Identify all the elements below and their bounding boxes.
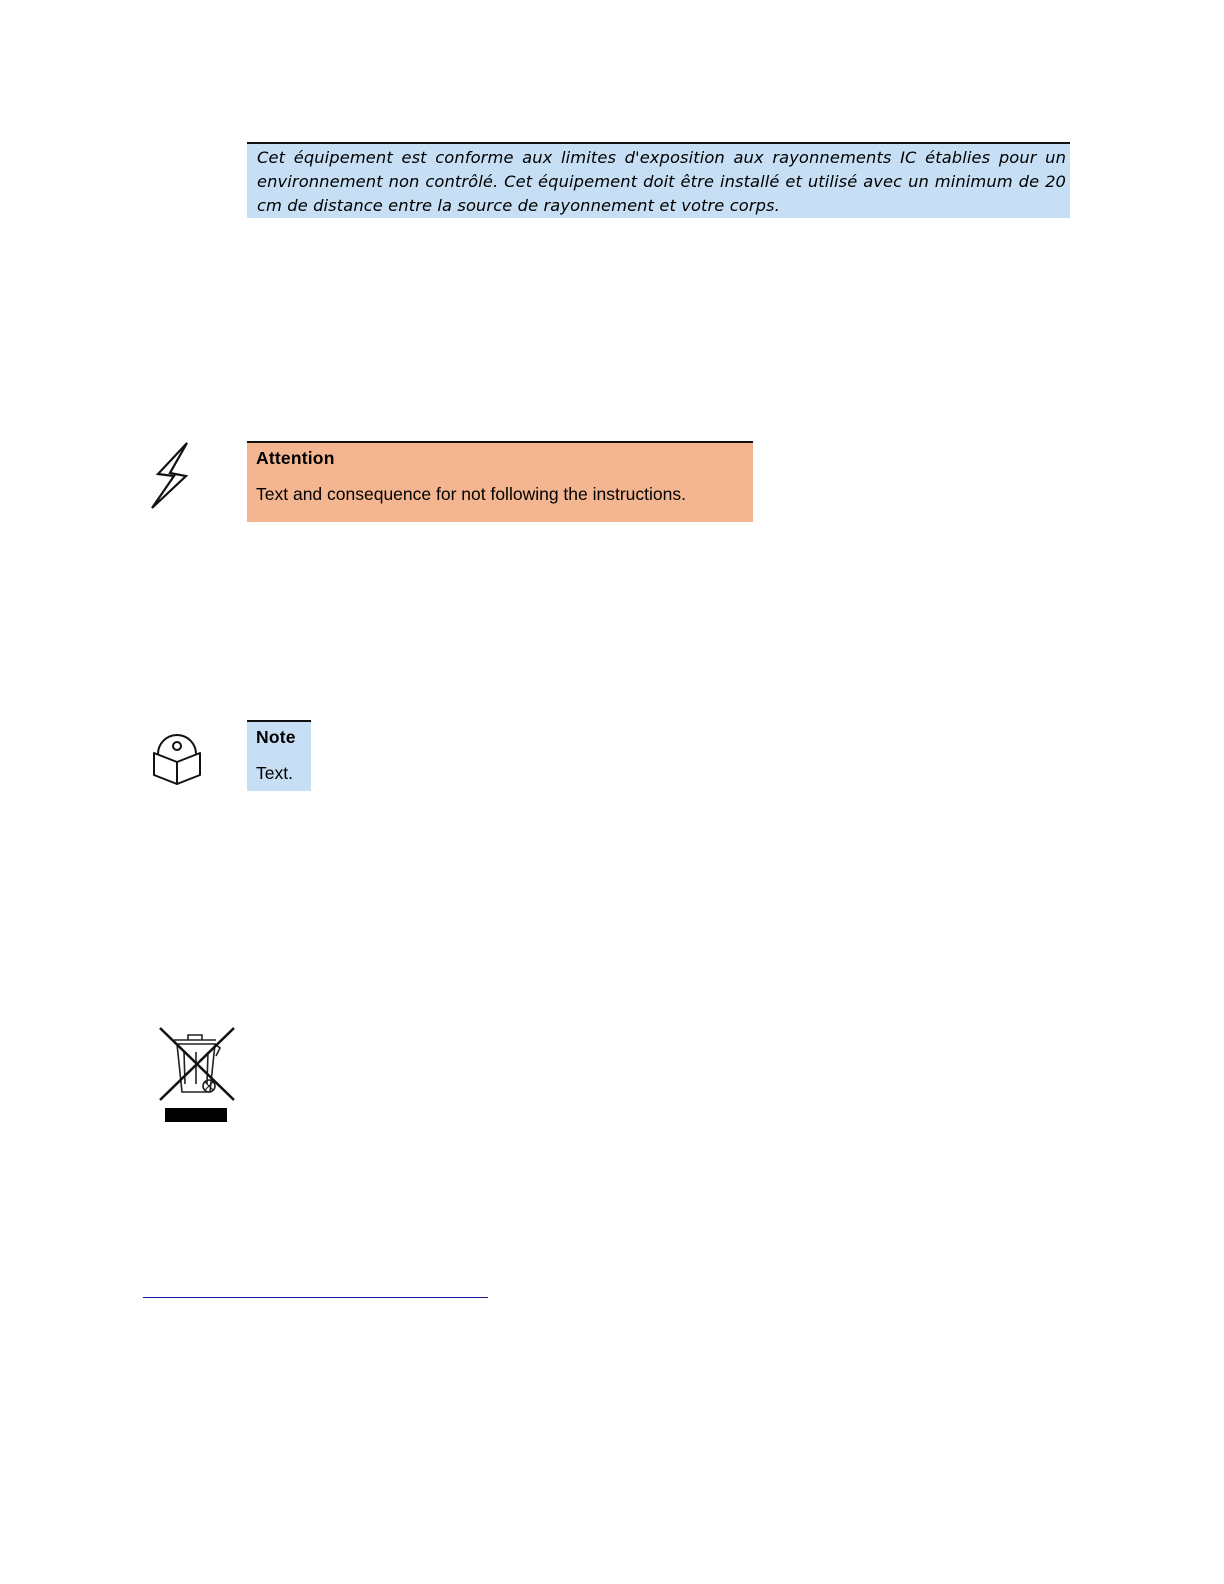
ic-exposure-notice <box>247 142 1070 218</box>
note-title: Note <box>256 727 296 747</box>
attention-body: Text and consequence for not following the instructions. <box>256 484 686 504</box>
open-book-icon <box>147 726 205 788</box>
ic-notice-text: Cet équipement est conforme aux limites d'exposition aux rayonnements IC établies pour un environnement non contrôlé. Cet équipement doit être installé et utilisé avec un minimum de 20 cm de distance entre la source de rayonnement et votre corps. <box>257 148 1066 215</box>
footnote-separator <box>143 1297 488 1298</box>
note-body: Text. <box>256 763 293 783</box>
note-callout <box>247 720 311 791</box>
attention-callout <box>247 441 753 522</box>
attention-title: Attention <box>256 448 335 468</box>
crossed-out-wheelie-bin-icon <box>154 1022 238 1126</box>
lightning-bolt-icon <box>146 440 196 512</box>
